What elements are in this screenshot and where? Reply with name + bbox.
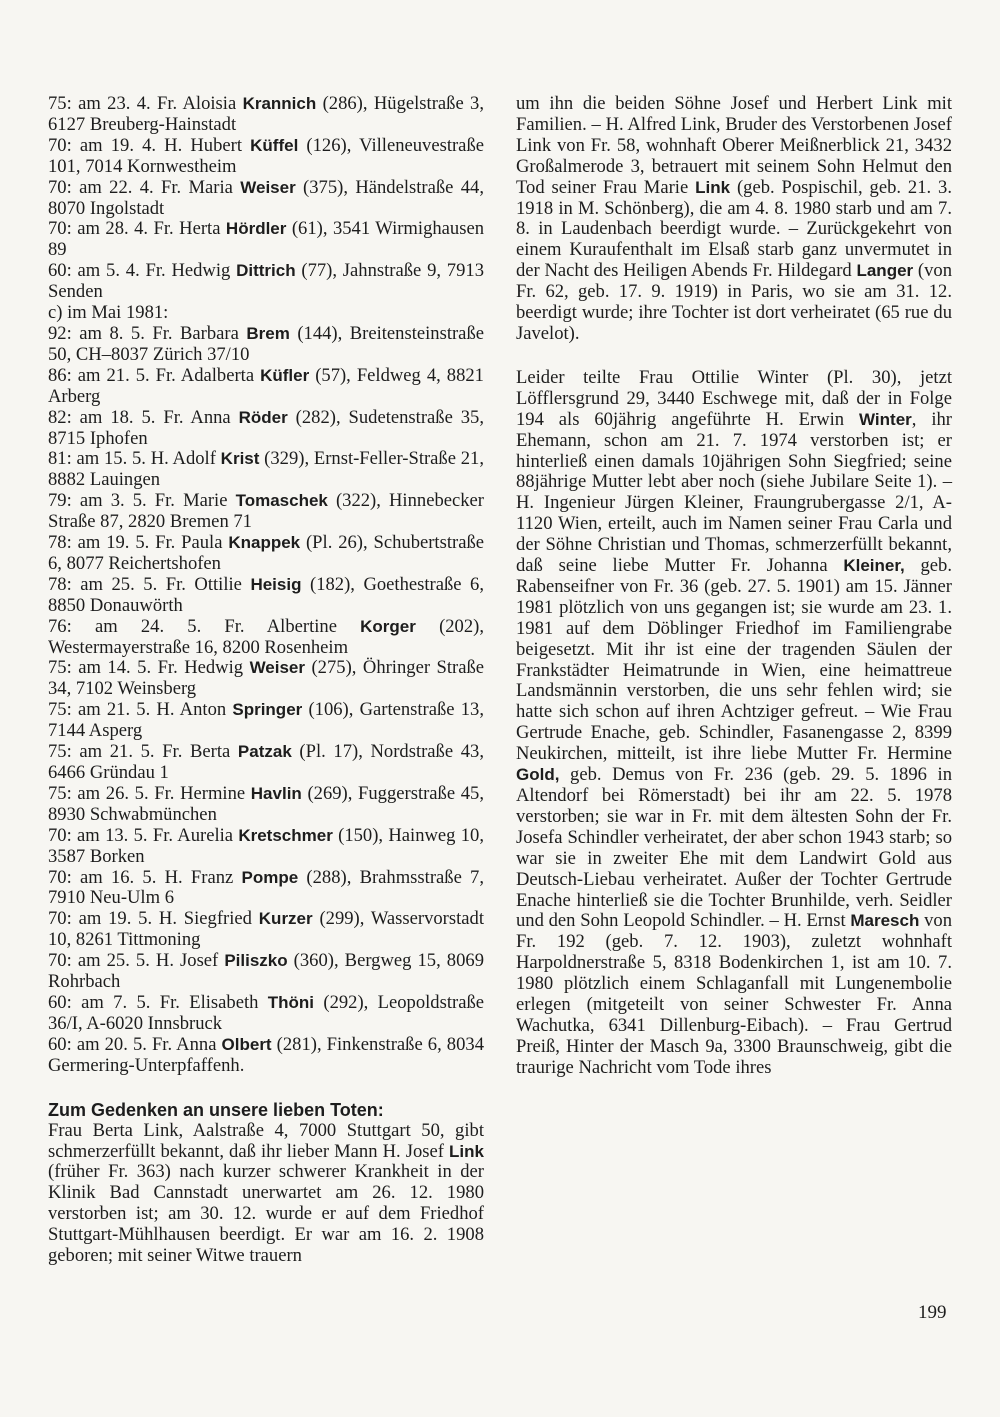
surname: Olbert (221, 1034, 272, 1054)
list-entry: 75: am 26. 5. Fr. Hermine Havlin (269), Fuggerstraße 45, 8930 Schwabmünchen (48, 782, 485, 825)
surname: Krannich (242, 94, 317, 113)
list-entry: 86: am 21. 5. Fr. Adalberta Küfler (57), Feldweg 4, 8821 Arberg (48, 364, 484, 407)
page-number: 199 (918, 1302, 947, 1323)
surname: Springer (232, 700, 303, 720)
list-entry: 75: am 23. 4. Fr. Aloisia Krannich (286), Hügelstraße 3, 6127 Breuberg-Hainstadt (48, 93, 484, 135)
surname: Piliszko (224, 951, 288, 971)
list-entry: 75: am 21. 5. Fr. Berta Patzak (Pl. 17), Nordstraße 43, 6466 Gründau 1 (48, 741, 484, 783)
list-entry: 70: am 16. 5. H. Franz Pompe (288), Brahmsstraße 7, 7910 Neu-Ulm 6 (48, 866, 484, 909)
left-column (48, 94, 484, 1267)
surname: Havlin (250, 783, 302, 803)
surname: Krist (220, 449, 260, 469)
list-entry: 76: am 24. 5. Fr. Albertine Korger (202), Westermayerstraße 16, 8200 Rosenheim (48, 615, 484, 658)
list-entry: 82: am 18. 5. Fr. Anna Röder (282), Sudetenstraße 35, 8715 Iphofen (48, 406, 484, 449)
obituary-paragraph-1: um ihn die beiden Söhne Josef und Herbert Link mit Familien. – H. Alfred Link, Bruder des Verstorbenen Josef Link von Fr. 58, wohnhaft Oberer Meißnerblick 21, 3432 Großalmerode 3, betrauert mit seinem Sohn Helmut den Tod seiner Frau Marie Link (geb. Pospischil, geb. 21. 3. 1918 in M. Schönberg), die am 4. 8. 1980 starb und am 7. 8. in Laudenbach beerdigt wurde. – Zurückgekehrt von einem Kuraufenthalt im Elsaß starb ganz unvermutet in der Nacht des Heiligen Abends Fr. Hildegard Langer (von Fr. 62, geb. 17. 9. 1919) in Paris, wo sie am 31. 12. beerdigt wurde; ihre Tochter ist dort verheiratet (65 rue du Javelot). (516, 93, 953, 344)
list-entry: 60: am 5. 4. Fr. Hedwig Dittrich (77), Jahnstraße 9, 7913 Senden (48, 260, 484, 303)
memorial-heading: Zum Gedenken an unsere lieben Toten: (48, 1099, 384, 1120)
surname: Knappek (228, 533, 301, 553)
memorial-paragraph: Frau Berta Link, Aalstraße 4, 7000 Stuttgart 50, gibt schmerzerfüllt bekannt, daß ihr lieber Mann H. Josef Link (früher Fr. 363) nach kurzer schwerer Krankheit in der Klinik Bad Cannstadt unerwartet am 26. 12. 1980 verstorben ist; am 30. 12. wurde er auf dem Friedhof Stuttgart-Mühlhausen beerdigt. Er war am 16. 2. 1908 geboren; mit seiner Witwe trauern (48, 1119, 484, 1267)
list-entry: 75: am 21. 5. H. Anton Springer (106), Gartenstraße 13, 7144 Asperg (48, 699, 484, 742)
surname: Brem (246, 323, 290, 343)
surname: Küfler (260, 365, 310, 385)
surname: Weiser (240, 177, 296, 197)
surname: Kleiner, (843, 556, 905, 576)
list-entry: 60: am 7. 5. Fr. Elisabeth Thöni (292), Leopoldstraße 36/I, A-6020 Innsbruck (48, 991, 484, 1034)
month-label: c) im Mai 1981: (48, 302, 169, 324)
surname: Weiser (249, 658, 306, 678)
birthday-list-may (48, 324, 484, 1077)
list-entry: 70: am 28. 4. Fr. Herta Hördler (61), 3541 Wirmighausen 89 (48, 218, 484, 261)
surname: Link (695, 177, 731, 197)
surname: Maresch (850, 911, 920, 931)
right-column (516, 94, 952, 1079)
surname: Röder (238, 407, 288, 427)
surname: Link (449, 1141, 484, 1161)
list-entry: 70: am 19. 4. H. Hubert Küffel (126), Villeneuvestraße 101, 7014 Kornwestheim (48, 134, 484, 177)
surname: Patzak (237, 742, 292, 762)
list-entry: 70: am 19. 5. H. Siegfried Kurzer (299), Wasservorstadt 10, 8261 Tittmoning (48, 908, 484, 951)
surname: Heisig (250, 574, 302, 594)
obituary-paragraph-2: Leider teilte Frau Ottilie Winter (Pl. 30), jetzt Löfflersgrund 29, 3440 Eschwege mit, daß der in Folge 194 als 60jährig angeführte H. Erwin Winter, ihr Ehemann, schon am 21. 7. 1974 verstorben ist; er hinterließ einen damals 10jährigen Sohn Siegfried; seine 88jährige Mutter lebt aber noch (siehe Jubilare Seite 1). – H. Ingenieur Jürgen Kleiner, Fraungrubergasse 2/1, A-1120 Wien, erteilt, auch im Namen seiner Frau Carla und der Söhne Christian und Thomas, schmerzerfüllt bekannt, daß seine liebe Mutter Fr. Johanna Kleiner, geb. Rabenseifner von Fr. 36 (geb. 27. 5. 1901) am 15. Jänner 1981 plötzlich von uns gegangen ist; sie wurde am 23. 1. 1981 auf dem Döblinger Friedhof im Familiengrabe beigesetzt. Mit ihr ist eine der tragenden Säulen der Frankstädter Heimatrunde in Wien, eine heimattreue Landsmännin verstorben, die uns sehr fehlen wird; sie hatte sich schon auf ihren Achtziger gefreut. – Wie Frau Gertrude Enache, geb. Schindler, Fasanengasse 2, 8399 Neukirchen, mitteilt, ist ihre liebe Mutter Fr. Hermine Gold, geb. Demus von Fr. 236 (geb. 29. 5. 1896 in Altendorf bei Römerstadt) bei ihr am 22. 5. 1978 verstorben; sie war in Fr. mit dem ältesten Sohn der Fr. Josefa Schindler verheiratet, der aber schon 1943 starb; so war sie in zweiter Ehe mit dem Landwirt Gold aus Deutsch-Liebau verheiratet. Außer der Tochter Gertrude Enache hinterließ sie die Tochter Brunhilde, verh. Seidler und den Sohn Leopold Schindler. – H. Ernst Maresch von Fr. 192 (geb. 7. 12. 1903), zuletzt wohnhaft Harpoldnerstraße 5, 8318 Bodenkirchen 1, ist am 10. 7. 1980 plötzlich einem Schlaganfall mit Lungenembolie erlegen (mitgeteilt von seiner Schwester Fr. Anna Wachutka, 6341 Dillenburg-Eibach). – Frau Gertrud Preiß, Hinter der Masch 9a, 3300 Braunschweig, gibt die traurige Nachricht vom Tode ihres (516, 366, 953, 1078)
list-entry: 70: am 25. 5. H. Josef Piliszko (360), Bergweg 15, 8069 Rohrbach (48, 950, 484, 993)
list-entry: 70: am 22. 4. Fr. Maria Weiser (375), Händelstraße 44, 8070 Ingolstadt (48, 176, 484, 219)
surname: Korger (360, 616, 416, 636)
list-entry: 75: am 14. 5. Fr. Hedwig Weiser (275), Öhringer Straße 34, 7102 Weinsberg (48, 657, 484, 700)
list-entry: 79: am 3. 5. Fr. Marie Tomaschek (322), Hinnebecker Straße 87, 2820 Bremen 71 (48, 490, 484, 533)
surname: Dittrich (236, 261, 296, 281)
birthday-list-april (48, 94, 484, 303)
surname: Küffel (250, 135, 299, 155)
surname: Kretschmer (238, 825, 333, 845)
surname: Pompe (241, 867, 299, 887)
list-entry: 70: am 13. 5. Fr. Aurelia Kretschmer (150), Hainweg 10, 3587 Borken (48, 824, 485, 867)
surname: Thöni (267, 992, 315, 1012)
surname: Langer (856, 261, 914, 281)
surname: Hördler (225, 219, 287, 239)
list-entry: 60: am 20. 5. Fr. Anna Olbert (281), Finkenstraße 6, 8034 Germering-Unterpfaffenh. (48, 1033, 484, 1076)
surname: Tomaschek (235, 491, 328, 511)
list-entry: 78: am 25. 5. Fr. Ottilie Heisig (182), Goethestraße 6, 8850 Donauwörth (48, 573, 485, 616)
list-entry: 81: am 15. 5. H. Adolf Krist (329), Ernst-Feller-Straße 21, 8882 Lauingen (48, 448, 484, 491)
surname: Gold, (516, 765, 560, 785)
surname: Winter (859, 409, 912, 429)
list-entry: 92: am 8. 5. Fr. Barbara Brem (144), Breitensteinstraße 50, CH–8037 Zürich 37/10 (48, 322, 484, 365)
surname: Kurzer (258, 909, 313, 929)
list-entry: 78: am 19. 5. Fr. Paula Knappek (Pl. 26), Schubertstraße 6, 8077 Reichertshofen (48, 532, 484, 574)
